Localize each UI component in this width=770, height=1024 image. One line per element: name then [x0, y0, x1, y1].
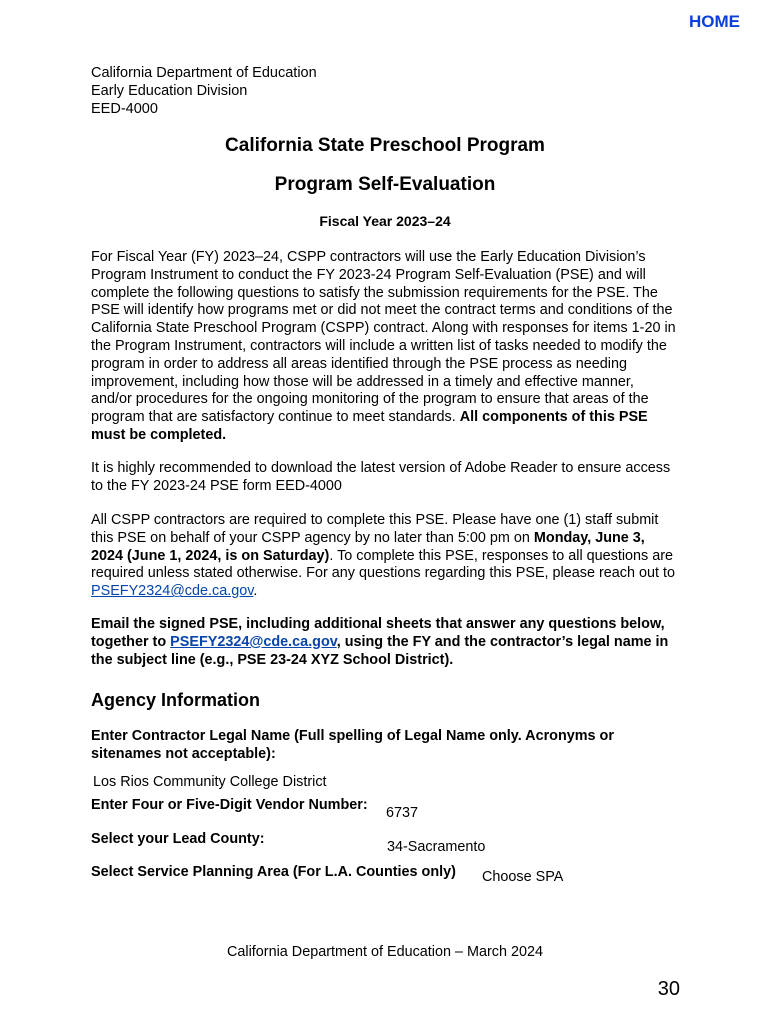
- page-title: California State Preschool Program: [225, 135, 545, 156]
- service-planning-area-label: Select Service Planning Area (For L.A. Counties only): [91, 864, 456, 880]
- lead-county-select[interactable]: 34-Sacramento: [387, 839, 486, 855]
- deadline-paragraph: [91, 512, 676, 601]
- header-line-form-number: EED-4000: [91, 101, 158, 117]
- vendor-number-label: Enter Four or Five-Digit Vendor Number:: [91, 797, 368, 813]
- header-line-department: California Department of Education: [91, 65, 317, 81]
- intro-bold-text: All components of this PSE must be completed.: [91, 409, 648, 443]
- legal-name-label: Enter Contractor Legal Name (Full spelling of Legal Name only. Acronyms or sitenames not acceptable):: [91, 728, 614, 762]
- page-subtitle: Program Self-Evaluation: [274, 174, 496, 195]
- submission-email-link[interactable]: PSEFY2324@cde.ca.gov: [170, 633, 337, 650]
- lead-county-label: Select your Lead County:: [91, 831, 265, 847]
- page-footer: California Department of Education – March 2024: [227, 944, 543, 960]
- legal-name-field[interactable]: Los Rios Community College District: [93, 774, 327, 790]
- adobe-reader-paragraph: [91, 460, 676, 496]
- document-header: [91, 64, 317, 118]
- deadline-text-a: All CSPP contractors are required to complete this PSE. Please have one (1) staff submit this PSE on behalf of your CSPP agency by no later than 5:00 pm on: [91, 512, 659, 546]
- page-number: 30: [657, 978, 680, 1000]
- submission-instructions: [91, 616, 676, 669]
- home-link[interactable]: HOME: [689, 12, 740, 31]
- service-planning-area-select[interactable]: Choose SPA: [482, 869, 564, 885]
- adobe-reader-text: It is highly recommended to download the latest version of Adobe Reader to ensure access to the FY 2023-24 PSE form EED-4000: [91, 460, 671, 494]
- agency-information-heading: Agency Information: [91, 690, 261, 710]
- deadline-text-c: .: [253, 583, 258, 600]
- intro-text: For Fiscal Year (FY) 2023–24, CSPP contractors will use the Early Education Division’s Program Instrument to conduct the FY 2023-24 Program Self-Evaluation (PSE) and will complete the following questions to satisfy the submission requirements for the PSE. The PSE will identify how programs met or did not meet the contract terms and conditions of the California State Preschool Program (CSPP) contract. Along with responses for items 1-20 in the Program Instrument, contractors will include a written list of tasks needed to modify the program in order to address all areas identified through the PSE process as needing improvement, including how those will be addressed in a timely and effective manner, and/or procedures for the ongoing monitoring of the program to ensure that areas of the program that are satisfactory continue to meet standards.: [91, 249, 676, 426]
- intro-paragraph: [91, 249, 676, 445]
- deadline-date: Monday, June 3, 2024 (June 1, 2024, is on Saturday): [91, 529, 645, 564]
- submission-text-b: , using the FY and the contractor’s legal name in the subject line (e.g., PSE 23-24 XYZ School District).: [91, 633, 669, 668]
- submission-text-a: Email the signed PSE, including additional sheets that answer any questions below, together to: [91, 616, 665, 650]
- fiscal-year-heading: Fiscal Year 2023–24: [319, 213, 451, 229]
- contact-email-link[interactable]: PSEFY2324@cde.ca.gov: [91, 583, 254, 600]
- vendor-number-field[interactable]: 6737: [386, 805, 419, 821]
- header-line-division: Early Education Division: [91, 83, 248, 99]
- deadline-text-b: . To complete this PSE, responses to all questions are required unless stated otherwise. For any questions regarding this PSE, please reach out to: [91, 547, 675, 582]
